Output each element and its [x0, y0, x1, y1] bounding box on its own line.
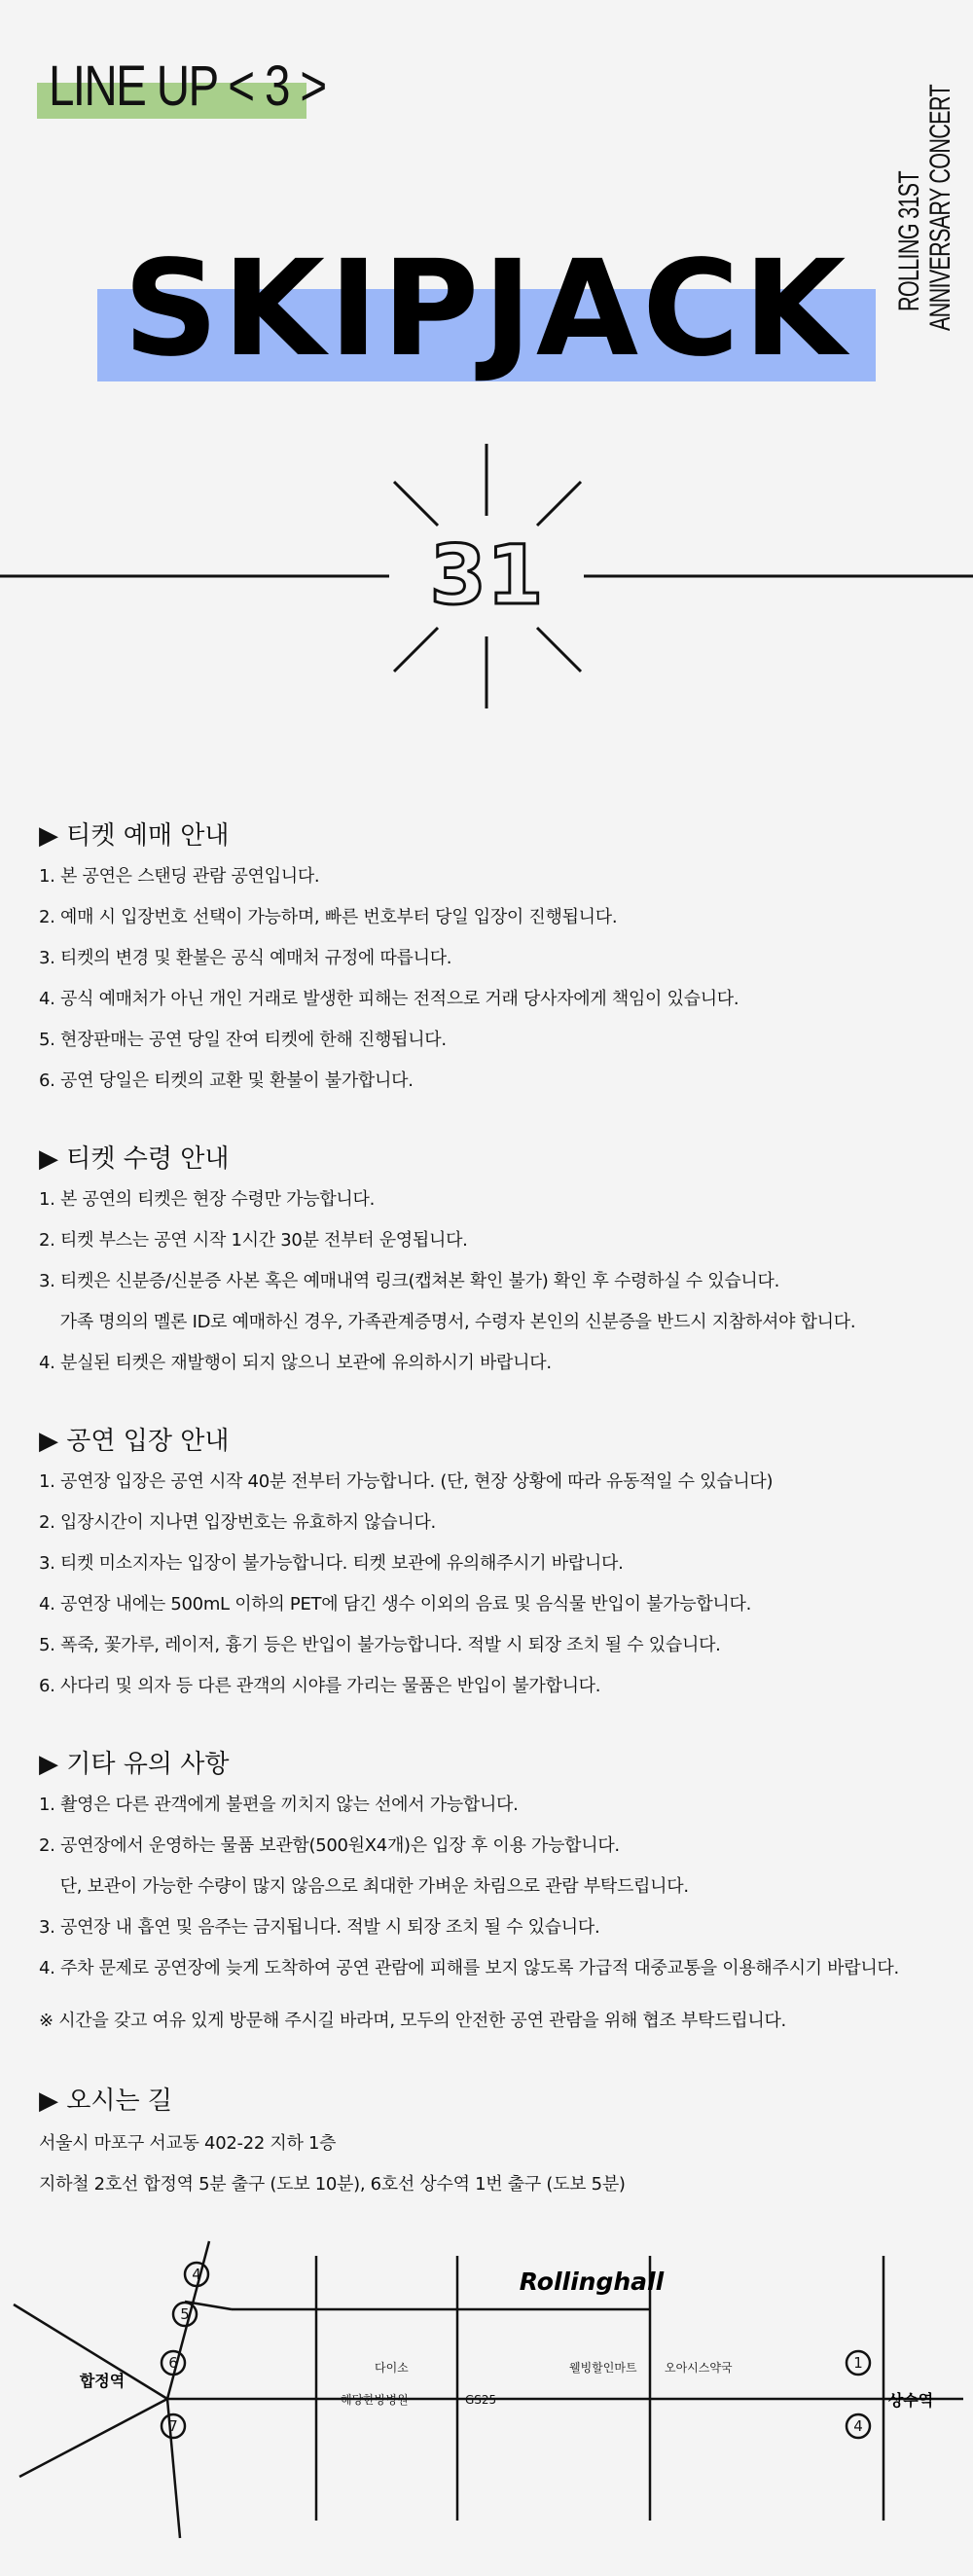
notice-line: ※ 시간을 갖고 여유 있게 방문해 주시길 바라며, 모두의 안전한 공연 관람을 위해 협조 부탁드립니다. — [39, 2011, 786, 2031]
section-line: 1. 본 공연의 티켓은 현장 수령만 가능합니다. — [39, 1189, 376, 1210]
landmark-label: 웰빙할인마트 — [569, 2361, 637, 2375]
exit-marker: 7 — [168, 2417, 178, 2435]
section-line: 1. 공연장 입장은 공연 시작 40분 전부터 가능합니다. (단, 현장 상황에 따라 유동적일 수 있습니다) — [39, 1471, 774, 1492]
section-title-other-notes: ▶ 기타 유의 사항 — [39, 1750, 230, 1779]
vertical-title-line2: ANNIVERSARY CONCERT — [924, 85, 956, 331]
subway-directions: 지하철 2호선 합정역 5분 출구 (도보 10분), 6호선 상수역 1번 출구 (도보 5분) — [39, 2174, 626, 2195]
exit-marker: 4 — [853, 2417, 863, 2435]
section-line: 2. 입장시간이 지나면 입장번호는 유효하지 않습니다. — [39, 1512, 436, 1533]
section-line: 4. 공식 예매처가 아닌 개인 거래로 발생한 피해는 전적으로 거래 당사자에게 책임이 있습니다. — [39, 989, 739, 1009]
section-line: 3. 티켓 미소지자는 입장이 불가능합니다. 티켓 보관에 유의해주시기 바랍니다. — [39, 1553, 624, 1574]
badge-number: 31 — [429, 527, 544, 623]
address-line: 서울시 마포구 서교동 402-22 지하 1층 — [39, 2133, 337, 2154]
exit-marker: 5 — [180, 2305, 190, 2323]
section-line: 단, 보관이 가능한 수량이 많지 않음으로 최대한 가벼운 차림으로 관람 부탁드립니다. — [39, 1876, 689, 1897]
landmark-label: 해당한방병원 — [341, 2393, 409, 2407]
station-sangsu: 상수역 — [887, 2391, 934, 2410]
section-line: 4. 주차 문제로 공연장에 늦게 도착하여 공연 관람에 피해를 보지 않도록 가급적 대중교통을 이용해주시기 바랍니다. — [39, 1958, 899, 1978]
venue-label: Rollinghall — [519, 2268, 665, 2296]
section-line: 5. 폭죽, 꽃가루, 레이저, 흉기 등은 반입이 불가능합니다. 적발 시 퇴장 조치 될 수 있습니다. — [39, 1635, 721, 1655]
section-line: 4. 공연장 내에는 500mL 이하의 PET에 담긴 생수 이외의 음료 및 음식물 반입이 불가능합니다. — [39, 1594, 752, 1615]
station-hapjeong: 합정역 — [79, 2372, 126, 2390]
section-line: 3. 공연장 내 흡연 및 음주는 금지됩니다. 적발 시 퇴장 조치 될 수 있습니다. — [39, 1917, 600, 1938]
location-map — [0, 2229, 973, 2550]
landmark-label: 다이소 — [375, 2361, 409, 2375]
landmark-label: 오아시스약국 — [665, 2361, 733, 2375]
artist-name: SKIPJACK — [123, 233, 850, 386]
section-line: 3. 티켓은 신분증/신분증 사본 혹은 예매내역 링크(캡쳐본 확인 불가) 확인 후 수령하실 수 있습니다. — [39, 1271, 780, 1291]
section-title-directions: ▶ 오시는 길 — [39, 2086, 172, 2116]
section-line: 2. 티켓 부스는 공연 시작 1시간 30분 전부터 운영됩니다. — [39, 1230, 468, 1251]
section-line: 6. 사다리 및 의자 등 다른 관객의 시야를 가리는 물품은 반입이 불가합니다. — [39, 1676, 601, 1696]
section-line: 2. 공연장에서 운영하는 물품 보관함(500원X4개)은 입장 후 이용 가능합니다. — [39, 1835, 620, 1856]
section-line: 3. 티켓의 변경 및 환불은 공식 예매처 규정에 따릅니다. — [39, 948, 452, 968]
exit-marker: 4 — [192, 2266, 201, 2283]
exit-marker: 1 — [853, 2354, 863, 2372]
section-line: 5. 현장판매는 공연 당일 잔여 티켓에 한해 진행됩니다. — [39, 1030, 447, 1050]
section-line: 6. 공연 당일은 티켓의 교환 및 환불이 불가합니다. — [39, 1070, 414, 1091]
section-line: 1. 촬영은 다른 관객에게 불편을 끼치지 않는 선에서 가능합니다. — [39, 1795, 519, 1815]
section-line: 1. 본 공연은 스탠딩 관람 공연입니다. — [39, 866, 320, 887]
section-title-ticket-pickup: ▶ 티켓 수령 안내 — [39, 1144, 230, 1174]
landmark-label: GS25 — [465, 2393, 497, 2407]
lineup-label: LINE UP < 3 > — [49, 54, 326, 118]
section-line: 가족 명의의 멜론 ID로 예매하신 경우, 가족관계증명서, 수령자 본인의 신분증을 반드시 지참하셔야 합니다. — [39, 1312, 856, 1332]
vertical-title-line1: ROLLING 31ST — [893, 171, 925, 311]
section-title-ticket-booking: ▶ 티켓 예매 안내 — [39, 821, 230, 851]
section-line: 4. 분실된 티켓은 재발행이 되지 않으니 보관에 유의하시기 바랍니다. — [39, 1353, 552, 1373]
anniversary-badge — [0, 428, 973, 720]
section-line: 2. 예매 시 입장번호 선택이 가능하며, 빠른 번호부터 당일 입장이 진행됩니다. — [39, 907, 618, 927]
exit-marker: 6 — [168, 2354, 178, 2372]
section-title-entry: ▶ 공연 입장 안내 — [39, 1427, 230, 1456]
